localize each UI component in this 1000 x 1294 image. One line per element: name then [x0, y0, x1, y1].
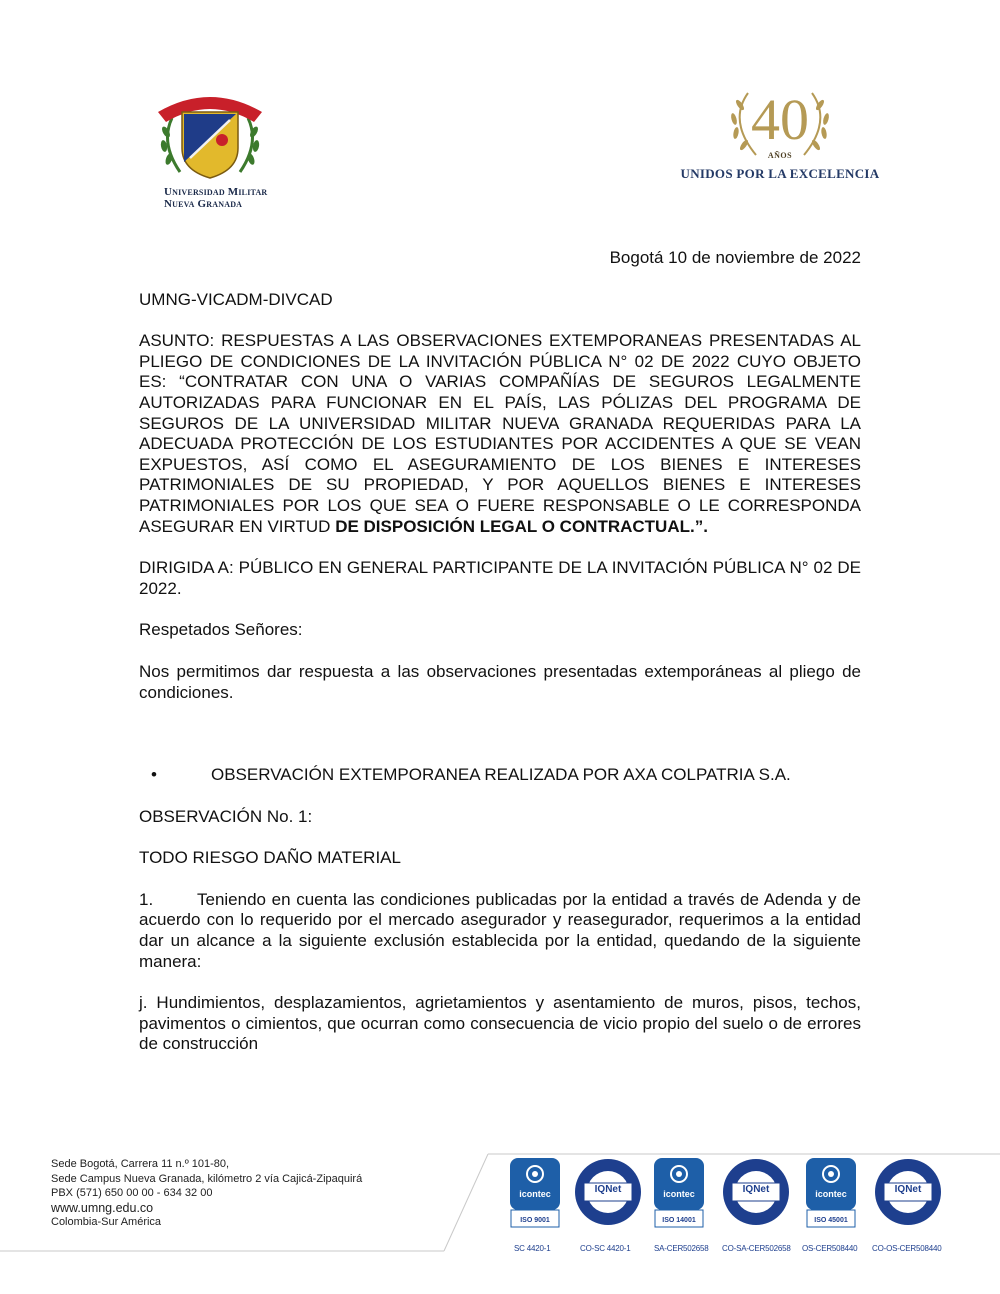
cert-icontec-9001 [510, 1158, 566, 1236]
university-name-line1: Universidad Militar [164, 186, 268, 198]
cert-standard: ISO 9001 [520, 1217, 550, 1224]
university-logo [150, 88, 270, 214]
exclusion-text: j. Hundimientos, desplazamientos, agrietamientos y asentamiento de muros, pisos, techos, pavimentos o cimientos, que ocurran como consecuencia de vicio propio del suelo o de errores de construcción [139, 993, 861, 1054]
region: Colombia-Sur América [51, 1216, 162, 1229]
letter-subject-text: ASUNTO: RESPUESTAS A LAS OBSERVACIONES EXTEMPORANEAS PRESENTADAS AL PLIEGO DE CONDICIONES DE LA INVITACIÓN PÚBLICA N° 02 DE 2022 CUYO OBJETO ES: “CONTRATAR CON UNA O VARIAS COMPAÑÍAS DE SEGUROS LEGALMENTE AUTORIZADAS PARA FUNCIONAR EN EL PAÍS, LAS PÓLIZAS DEL PROGRAMA DE SEGUROS DE LA UNIVERSIDAD MILITAR NUEVA GRANADA REQUERIDAS PARA LA ADECUADA PROTECCIÓN DE LOS ESTUDIANTES POR ACCIDENTES A QUE SE VEAN EXPUESTOS, ASÍ COMO EL ASEGURAMIENTO DE LOS BIENES E INTERESES PATRIMONIALES DE SU PROPIEDAD, Y POR AQUELLOS BIENES E INTERESES PATRIMONIALES POR LOS QUE SEA O FUERE RESPONSABLE O LE CORRESPONDA ASEGURAR EN VIRTUD [139, 331, 861, 536]
cert-label: icontec [519, 1189, 551, 1199]
anniversary-years: AÑOS [767, 151, 793, 160]
cert-code: OS-CER508440 [802, 1244, 858, 1253]
address-line1: Sede Bogotá, Carrera 11 n.º 101-80, [51, 1158, 230, 1170]
letter-intro: Nos permitimos dar respuesta a las observaciones presentadas extemporáneas al pliego de condiciones. [139, 661, 861, 702]
footer-address [51, 1157, 362, 1230]
cert-code: CO-SC 4420-1 [580, 1244, 631, 1253]
website-link[interactable]: www.umng.edu.co [51, 1200, 154, 1215]
item-text: Teniendo en cuenta las condiciones publicadas por la entidad a través de Adenda y de acuerdo con lo requerido por el mercado asegurador y reasegurador, requerimos a la entidad dar un alcance a la siguiente exclusión establecida por la entidad, quedando de la siguiente manera: [139, 889, 861, 971]
cert-label: icontec [815, 1189, 847, 1199]
letter-addressee: DIRIGIDA A: PÚBLICO EN GENERAL PARTICIPANTE DE LA INVITACIÓN PÚBLICA N° 02 DE 2022. [139, 558, 861, 598]
cert-icontec-14001 [654, 1158, 710, 1236]
address-line2: Sede Campus Nueva Granada, kilómetro 2 vía Cajicá-Zipaquirá [51, 1172, 363, 1185]
bullet-heading-text: OBSERVACIÓN EXTEMPORANEA REALIZADA POR AXA COLPATRIA S.A. [211, 765, 791, 785]
letter-reference: UMNG-VICADM-DIVCAD [139, 289, 333, 309]
cert-iqnet-45001 [874, 1158, 930, 1236]
cert-standard: ISO 14001 [662, 1217, 696, 1224]
anniversary-logo [670, 85, 890, 185]
university-crest-icon [150, 88, 270, 184]
item-number: 1. [139, 889, 154, 909]
letter-body [139, 248, 861, 1055]
cert-code: CO-OS-CER508440 [872, 1244, 942, 1253]
cert-code: SC 4420-1 [514, 1244, 551, 1253]
cert-label: IQNet [742, 1184, 770, 1195]
cert-label: IQNet [594, 1184, 622, 1195]
letter-subject-bold: DE DISPOSICIÓN LEGAL O CONTRACTUAL.”. [335, 516, 708, 536]
observation-title: OBSERVACIÓN No. 1: [139, 806, 313, 826]
letter-date: Bogotá 10 de noviembre de 2022 [609, 248, 861, 267]
section-title: TODO RIESGO DAÑO MATERIAL [139, 848, 401, 868]
university-name-line2: Nueva Granada [164, 198, 243, 210]
cert-code: CO-SA-CER502658 [722, 1244, 791, 1253]
bullet-heading [139, 765, 861, 786]
anniversary-slogan: UNIDOS POR LA EXCELENCIA [680, 166, 880, 181]
cert-icontec-45001 [806, 1158, 862, 1236]
phone: PBX (571) 650 00 00 - 634 32 00 [51, 1187, 213, 1200]
numbered-item [139, 890, 861, 972]
cert-standard: ISO 45001 [814, 1217, 848, 1224]
cert-code: SA-CER502658 [654, 1244, 709, 1253]
anniversary-number: 40 [751, 87, 809, 152]
university-name [164, 186, 274, 210]
letter-subject [139, 331, 861, 537]
cert-label: IQNet [894, 1184, 922, 1195]
letter-salutation: Respetados Señores: [139, 620, 303, 640]
certifications [504, 1158, 954, 1258]
cert-iqnet-9001 [574, 1158, 630, 1236]
cert-iqnet-14001 [722, 1158, 778, 1236]
bullet-symbol: • [151, 765, 157, 785]
cert-label: icontec [663, 1189, 695, 1199]
